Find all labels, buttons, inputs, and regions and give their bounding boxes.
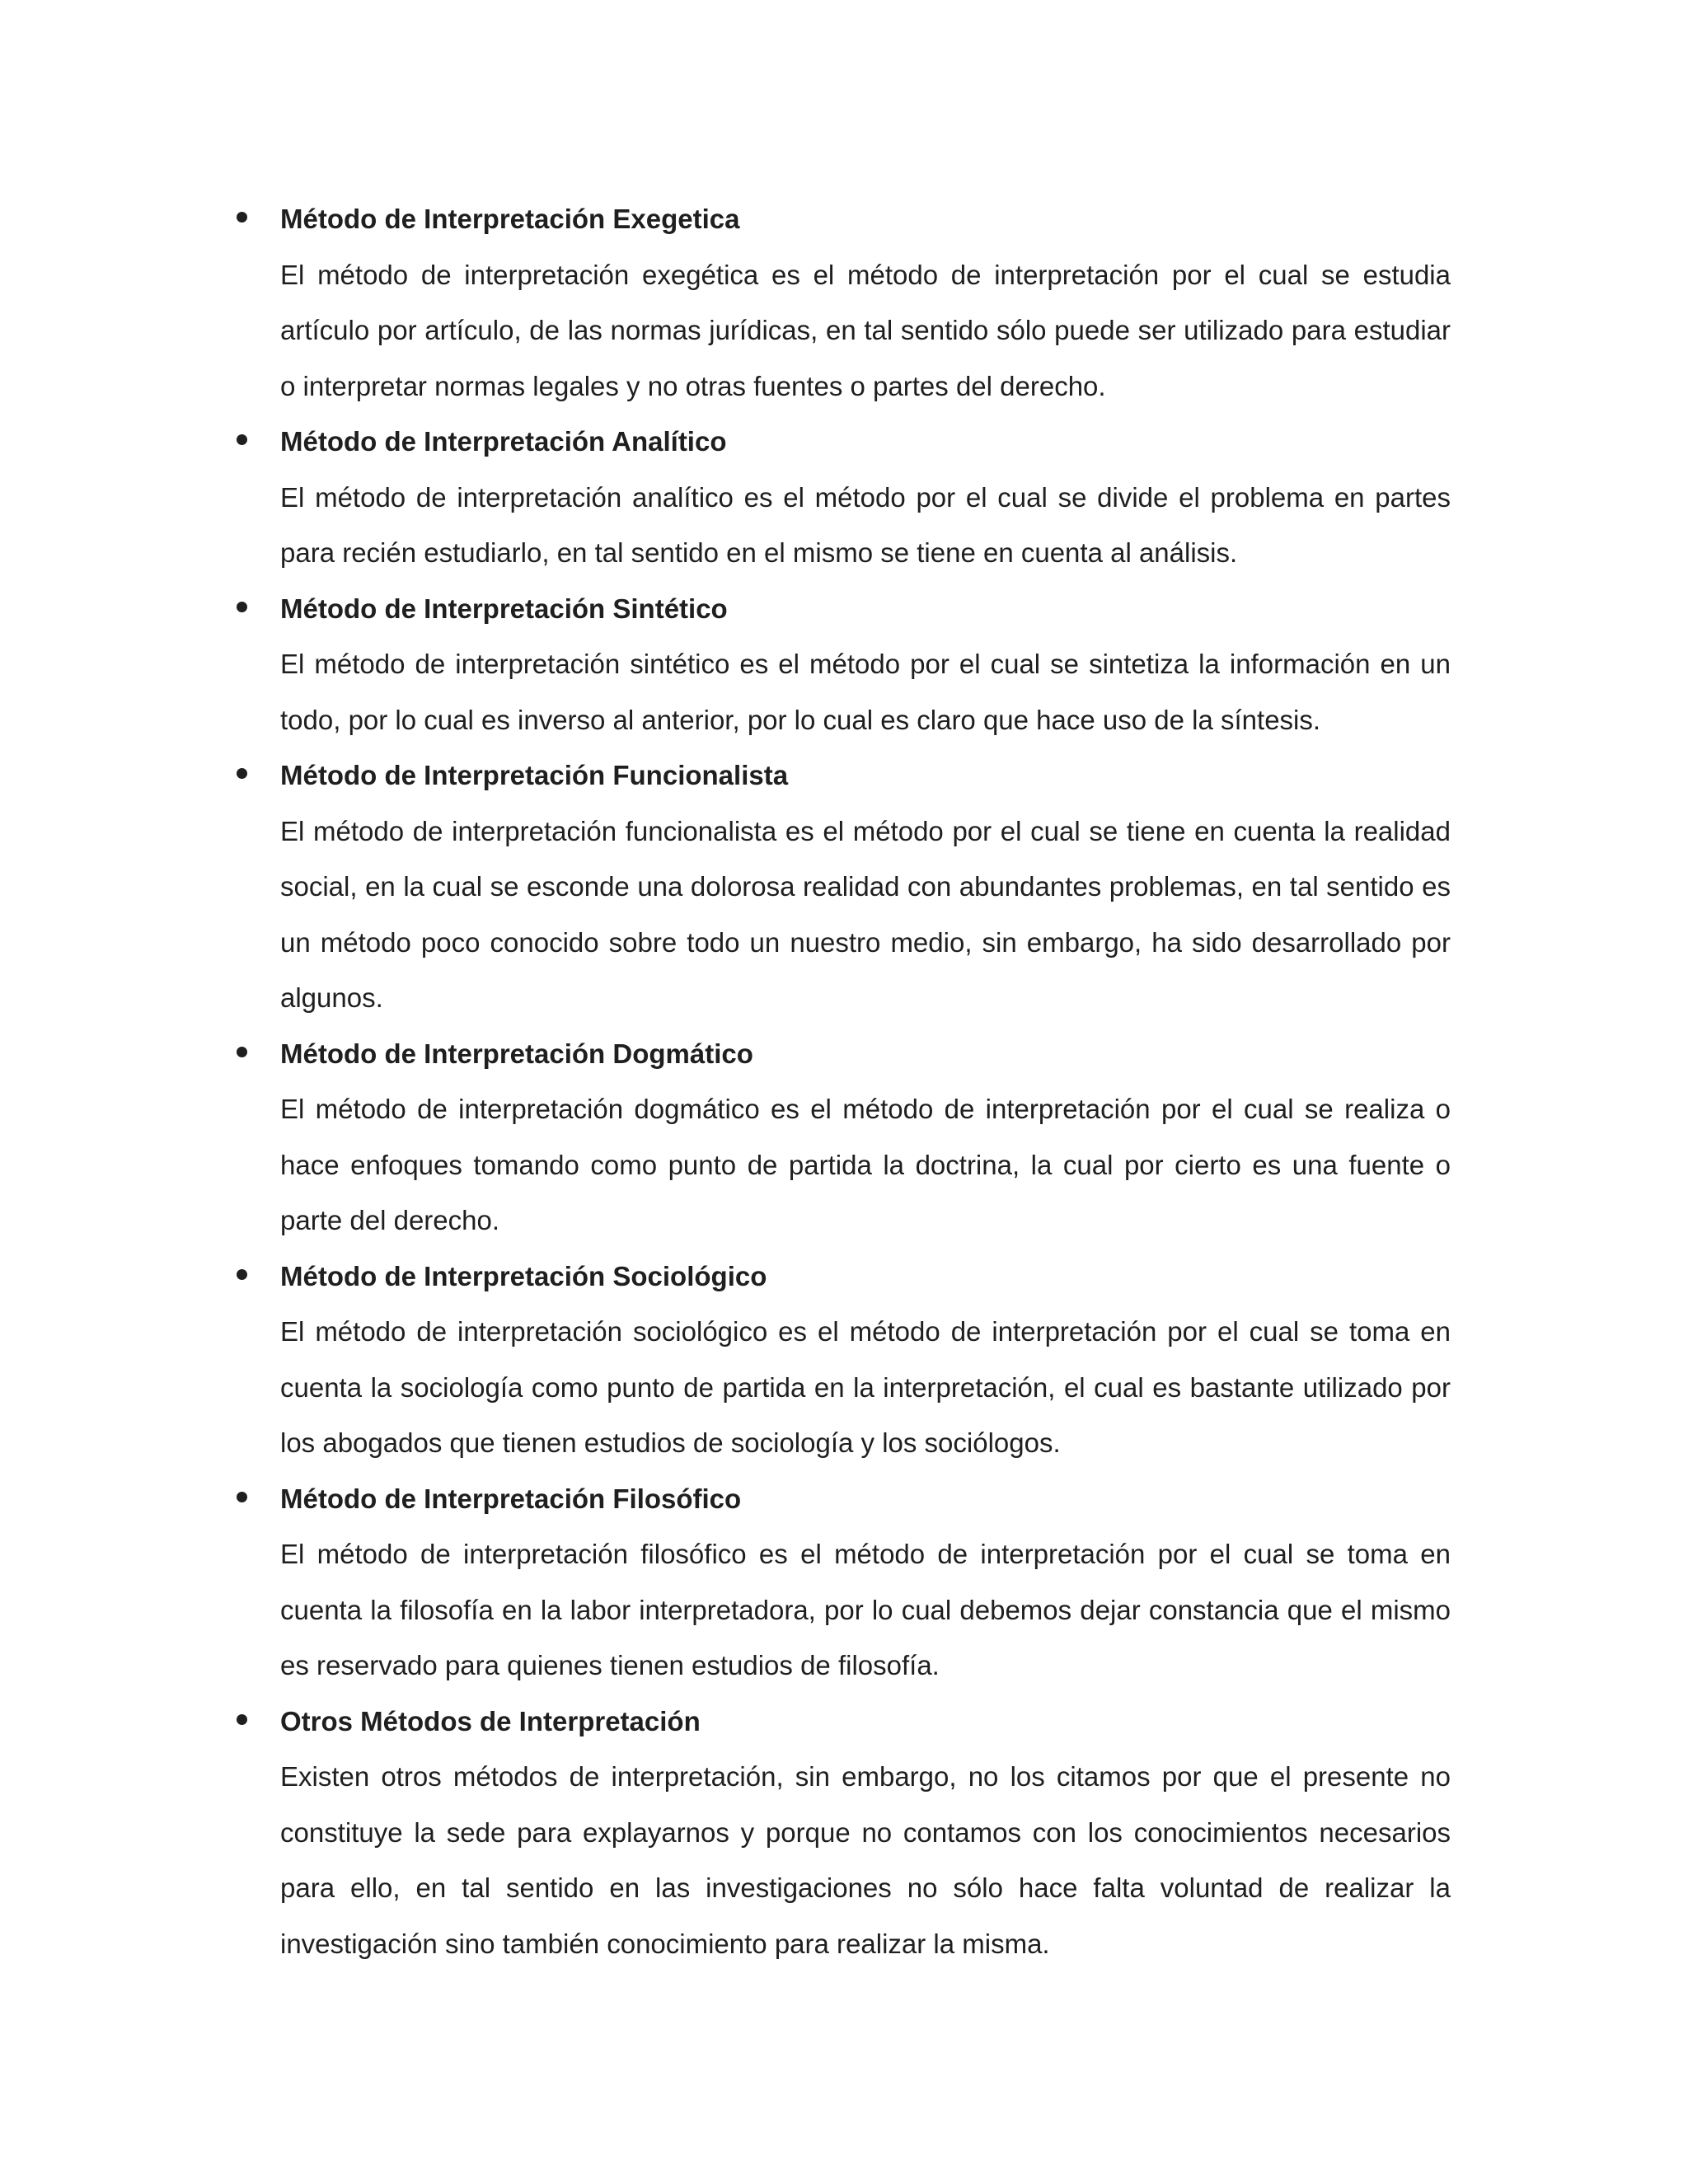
bullet-icon [237, 212, 247, 223]
bullet-icon [237, 602, 247, 612]
item-heading: Método de Interpretación Sociológico [280, 1260, 767, 1291]
item-body: El método de interpretación filosófico es el método de interpretación por el cual se toma en cuenta la filosofía en la labor interpretadora, por lo cual debemos dejar constancia que el mismo es reservado para quienes tienen estudios de filosofía. [280, 1539, 1451, 1680]
item-heading: Método de Interpretación Exegetica [280, 204, 740, 234]
interpretation-methods-list [229, 191, 1451, 1971]
list-item [229, 1249, 1451, 1471]
bullet-icon [237, 1714, 247, 1725]
item-heading: Método de Interpretación Filosófico [280, 1483, 742, 1514]
item-body: El método de interpretación sintético es el método por el cual se sintetiza la información en un todo, por lo cual es inverso al anterior, por lo cual es claro que hace uso de la síntesis. [280, 649, 1451, 735]
item-heading: Método de Interpretación Analítico [280, 426, 727, 457]
item-heading: Método de Interpretación Dogmático [280, 1038, 753, 1069]
item-body: El método de interpretación analítico es el método por el cual se divide el problema en partes para recién estudiarlo, en tal sentido en el mismo se tiene en cuenta al análisis. [280, 481, 1451, 568]
item-heading: Método de Interpretación Sintético [280, 593, 728, 624]
list-item [229, 1471, 1451, 1694]
item-heading: Otros Métodos de Interpretación [280, 1705, 701, 1736]
list-item [229, 191, 1451, 414]
list-item [229, 1694, 1451, 1972]
bullet-icon [237, 1047, 247, 1057]
bullet-icon [237, 768, 247, 779]
item-body: Existen otros métodos de interpretación, sin embargo, no los citamos por que el presente no constituye la sede para explayarnos y porque no contamos con los conocimientos necesarios para ello, en tal sentido en las investigaciones no sólo hace falta voluntad de realizar la investigación sino también conocimiento para realizar la misma. [280, 1761, 1451, 1959]
item-body: El método de interpretación dogmático es el método de interpretación por el cual se realiza o hace enfoques tomando como punto de partida la doctrina, la cual por cierto es una fuente o parte del derecho. [280, 1094, 1451, 1235]
item-body: El método de interpretación sociológico es el método de interpretación por el cual se toma en cuenta la sociología como punto de partida en la interpretación, el cual es bastante utilizado por los abogados que tienen estudios de sociología y los sociólogos. [280, 1316, 1451, 1458]
list-item [229, 414, 1451, 581]
list-item [229, 581, 1451, 748]
item-heading: Método de Interpretación Funcionalista [280, 760, 789, 790]
bullet-icon [237, 1492, 247, 1502]
list-item [229, 748, 1451, 1026]
item-body: El método de interpretación exegética es el método de interpretación por el cual se estudia artículo por artículo, de las normas jurídicas, en tal sentido sólo puede ser utilizado para estudiar o interpretar normas legales y no otras fuentes o partes del derecho. [280, 259, 1451, 401]
bullet-icon [237, 1269, 247, 1280]
item-body: El método de interpretación funcionalista es el método por el cual se tiene en cuenta la realidad social, en la cual se esconde una dolorosa realidad con abundantes problemas, en tal sentido es un método poco conocido sobre todo un nuestro medio, sin embargo, ha sido desarrollado por algunos. [280, 815, 1451, 1013]
list-item [229, 1026, 1451, 1249]
bullet-icon [237, 434, 247, 445]
